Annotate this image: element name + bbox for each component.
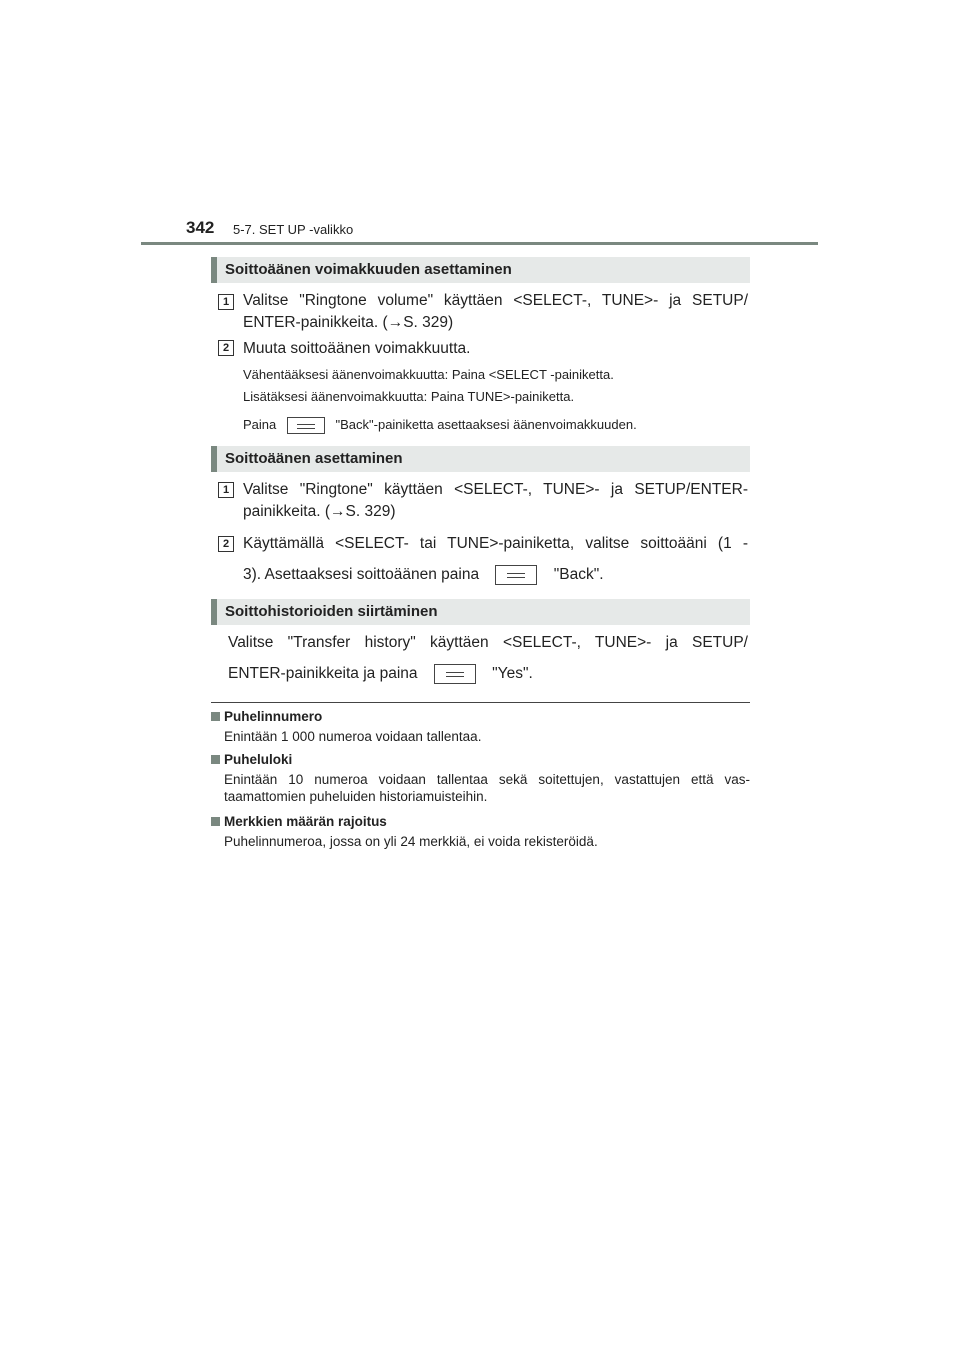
- section-heading-ringtone: Soittoäänen asettaminen: [211, 446, 750, 472]
- step-text: Käyttämällä <SELECT- tai TUNE>-painiketta, valitse soittoääni (1 -: [243, 535, 748, 552]
- step-number: 1: [218, 294, 234, 310]
- instruction-text-part: "Yes".: [492, 665, 533, 682]
- note-title-text: Merkkien määrän rajoitus: [224, 814, 387, 829]
- note-body: Enintään 10 numeroa voidaan tallentaa sekä soitettujen, vastattujen että vas-: [224, 772, 750, 787]
- step-text: [243, 564, 604, 585]
- square-bullet-icon: [211, 712, 220, 721]
- step-number: 1: [218, 482, 234, 498]
- step-text-part: 3). Asettaaksesi soittoäänen paina: [243, 566, 480, 583]
- sub-instruction: [243, 416, 637, 434]
- note-title-text: Puheluloki: [224, 752, 293, 767]
- note-body: taamattomien puheluiden historiamuisteihin.: [224, 789, 488, 804]
- step-number: 2: [218, 536, 234, 552]
- note-body: Puhelinnumeroa, jossa on yli 24 merkkiä, ei voida rekisteröidä.: [224, 834, 598, 849]
- step-text: Valitse "Ringtone" käyttäen <SELECT-, TUNE>- ja SETUP/ENTER-: [243, 481, 748, 498]
- section-heading-ringtone-volume: Soittoäänen voimakkuuden asettaminen: [211, 257, 750, 283]
- square-bullet-icon: [211, 755, 220, 764]
- step-text: painikkeita. (→S. 329): [243, 503, 396, 520]
- step-text: ENTER-painikkeita. (→S. 329): [243, 314, 454, 331]
- page-number: 342: [186, 218, 215, 237]
- chapter-title: 5-7. SET UP -valikko: [233, 222, 354, 237]
- note-body: Enintään 1 000 numeroa voidaan tallentaa.: [224, 729, 482, 744]
- section-heading-transfer-history: Soittohistorioiden siirtäminen: [211, 599, 750, 625]
- step-number: 2: [218, 340, 234, 356]
- note-title: [211, 814, 750, 829]
- note-block: [211, 814, 750, 850]
- back-button-icon: [287, 417, 325, 434]
- note-title: [211, 752, 750, 767]
- step-text: Muuta soittoäänen voimakkuutta.: [243, 340, 471, 357]
- instruction-text-part: ENTER-painikkeita ja paina: [228, 665, 418, 682]
- step-text-part: "Back".: [553, 566, 604, 583]
- notes-divider: [211, 702, 750, 703]
- note-block: [211, 709, 750, 745]
- instruction-text: [228, 663, 533, 684]
- back-button-icon: [495, 565, 537, 585]
- header-rule: [141, 242, 818, 245]
- square-bullet-icon: [211, 817, 220, 826]
- instruction-text: Valitse "Transfer history" käyttäen <SELECT-, TUNE>- ja SETUP/: [228, 634, 748, 651]
- yes-button-icon: [434, 664, 476, 684]
- sub-instruction-text: "Back"-painiketta asettaaksesi äänenvoimakkuuden.: [335, 417, 637, 432]
- note-block: [211, 752, 750, 805]
- note-title-text: Puhelinnumero: [224, 709, 323, 724]
- sub-instruction-text: Paina: [243, 417, 277, 432]
- step-text: Valitse "Ringtone volume" käyttäen <SELECT-, TUNE>- ja SETUP/: [243, 292, 748, 309]
- note-title: [211, 709, 750, 724]
- sub-instruction: Lisätäksesi äänenvoimakkuutta: Paina TUNE>-painiketta.: [243, 389, 575, 404]
- sub-instruction: Vähentääksesi äänenvoimakkuutta: Paina <SELECT -painiketta.: [243, 367, 614, 382]
